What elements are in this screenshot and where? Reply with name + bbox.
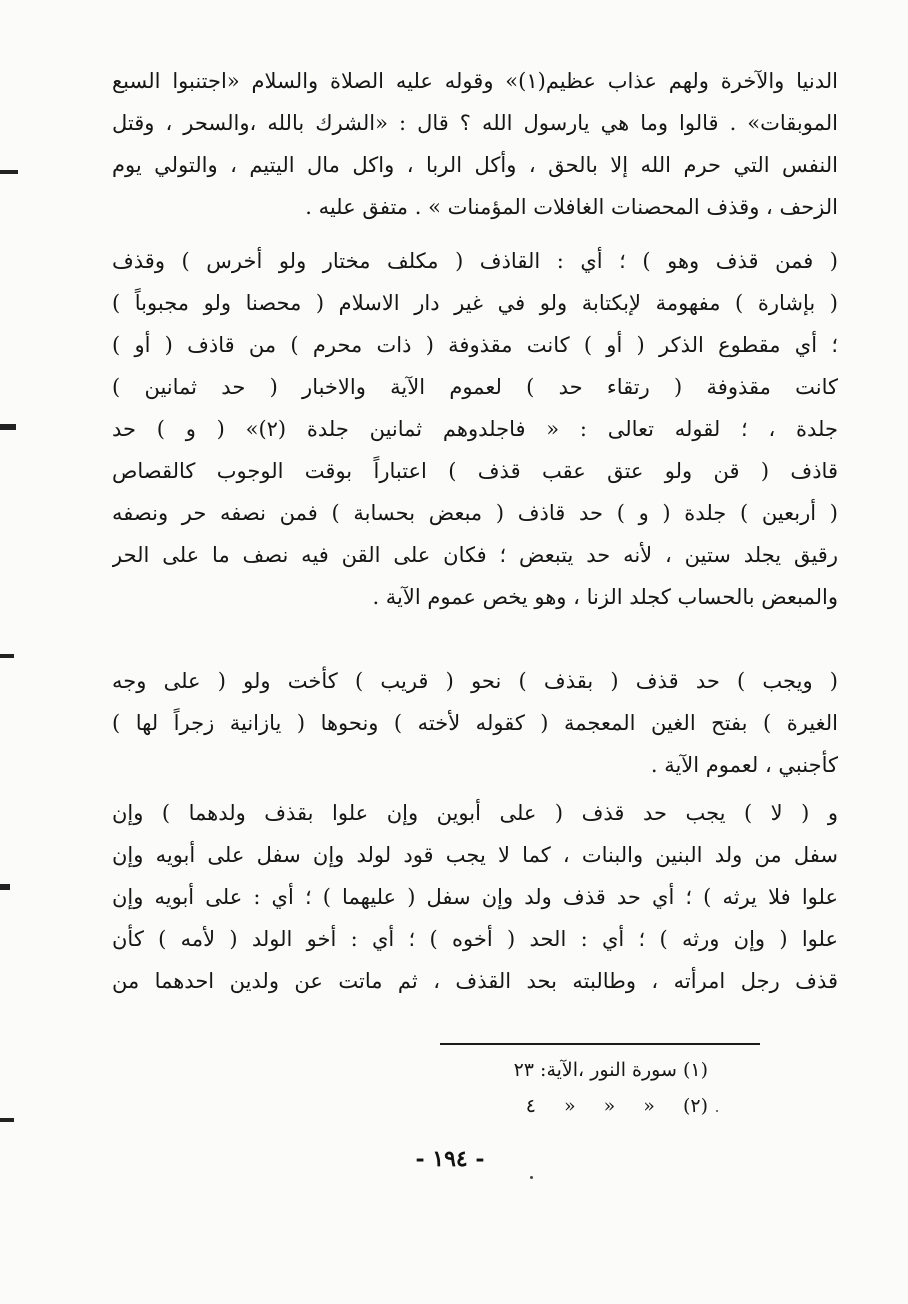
paragraph-parents-exemption bbox=[112, 792, 838, 1002]
text-line: الدنيا والآخرة ولهم عذاب عظيم(١)» وقوله عليه الصلاة والسلام «اجتنبوا السبع bbox=[112, 69, 838, 93]
paragraph-hadith bbox=[112, 60, 838, 228]
text-line: ( فمن قذف وهو ) ؛ أي : القاذف ( مكلف مختار ولو أخرس ) وقذف bbox=[112, 249, 838, 273]
text-line: علوا ( وإن ورثه ) ؛ أي : الحد ( أخوه ) ؛ أي : أخو الولد ( لأمه ) كأن bbox=[112, 927, 838, 951]
text-line: و ( لا ) يجب حد قذف ( على أبوين وإن علوا بقذف ولدهما ) وإن bbox=[112, 801, 838, 825]
text-line: الزحف ، وقذف المحصنات الغافلات المؤمنات » . متفق عليه . bbox=[305, 195, 838, 219]
footnotes bbox=[440, 1052, 708, 1124]
paragraph-relative-qadhf bbox=[112, 660, 838, 786]
text-line: جلدة ، ؛ لقوله تعالى : « فاجلدوهم ثمانين جلدة (٢)» ( و ) حد bbox=[112, 417, 838, 441]
text-line: ( ويجب ) حد قذف ( بقذف ) نحو ( قريب ) كأخت ولو ( على وجه bbox=[112, 669, 838, 693]
scan-speck bbox=[530, 1176, 533, 1179]
text-line: ( أربعين ) جلدة ( و ) حد قاذف ( مبعض بحسابة ) فمن نصفه حر ونصفه bbox=[112, 501, 838, 525]
scan-edge-mark bbox=[0, 424, 16, 430]
text-line: الموبقات» . قالوا وما هي يارسول الله ؟ قال : «الشرك بالله ،والسحر ، وقتل bbox=[112, 111, 838, 135]
text-line: الغيرة ) بفتح الغين المعجمة ( كقوله لأخته ) ونحوها ( يازانية زجراً لها ) bbox=[112, 711, 838, 735]
text-line: سفل من ولد البنين والبنات ، كما لا يجب قود لولد وإن سفل على أبويه وإن bbox=[112, 843, 838, 867]
scan-edge-mark bbox=[0, 654, 14, 658]
paragraph-qadhf-punishment bbox=[112, 240, 838, 618]
scan-edge-mark bbox=[0, 1118, 14, 1122]
text-line: ؛ أي مقطوع الذكر ( أو ) كانت مقذوفة ( ذات محرم ) من قاذف ( أو ) bbox=[112, 333, 838, 357]
text-line: كأجنبي ، لعموم الآية . bbox=[650, 753, 838, 777]
text-line: علوا فلا يرثه ) ؛ أي حد قذف ولد وإن سفل ( عليهما ) ؛ أي : على أبويه وإن bbox=[112, 885, 838, 909]
footnote-1: (١) سورة النور ،الآية: ٢٣ bbox=[513, 1059, 708, 1081]
text-line: قذف رجل امرأته ، وطالبته بحد القذف ، ثم ماتت عن ولدين احدهما من bbox=[112, 969, 838, 993]
text-line: والمبعض بالحساب كجلد الزنا ، وهو يخص عموم الآية . bbox=[372, 585, 838, 609]
scan-edge-mark bbox=[0, 170, 18, 174]
text-line: النفس التي حرم الله إلا بالحق ، وأكل الربا ، واكل مال اليتيم ، والتولي يوم bbox=[112, 153, 838, 177]
scan-speck bbox=[716, 1110, 718, 1112]
footnote-divider bbox=[440, 1043, 760, 1045]
text-line: قاذف ( قن ولو عتق عقب قذف ) اعتباراً بوقت الوجوب كالقصاص bbox=[112, 459, 838, 483]
text-line: ( بإشارة ) مفهومة لإبكتابة ولو في غير دار الاسلام ( محصنا ولو مجبوباً ) bbox=[112, 291, 838, 315]
text-line: كانت مقذوفة ( رتقاء حد ) لعموم الآية والاخبار ( حد ثمانين ) bbox=[112, 375, 838, 399]
text-line: رقيق يجلد ستين ، لأنه حد يتبعض ؛ فكان على القن فيه نصف ما على الحر bbox=[112, 543, 838, 567]
scan-edge-mark bbox=[0, 884, 10, 890]
page-number: - ١٩٤ - bbox=[415, 1146, 485, 1172]
footnote-2: (٢) « « « ٤ bbox=[525, 1095, 708, 1117]
